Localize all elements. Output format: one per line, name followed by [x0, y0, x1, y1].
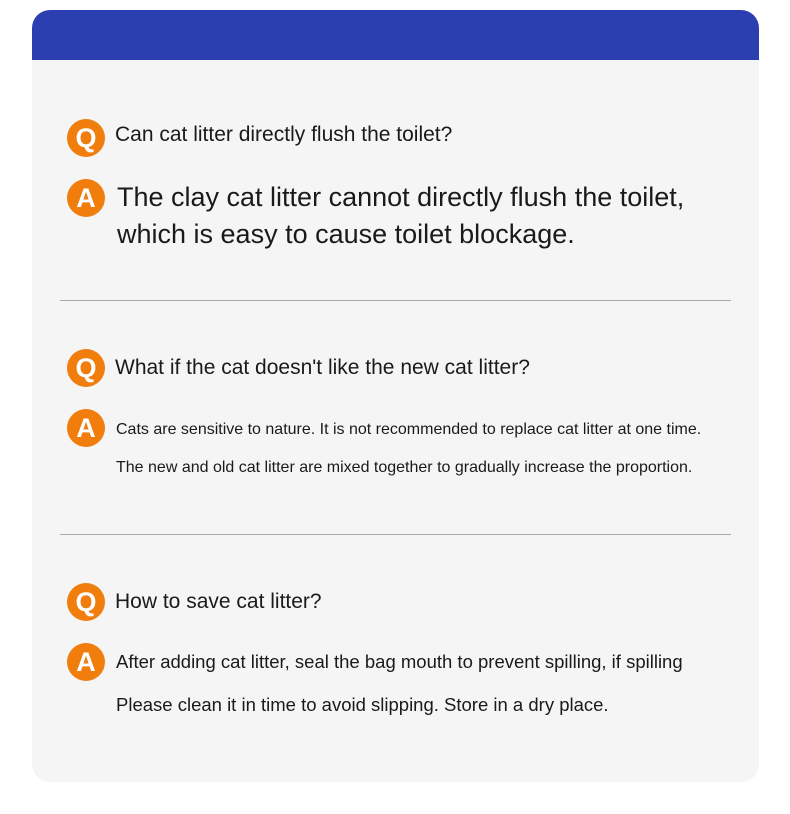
question-badge-icon: Q [67, 349, 105, 387]
faq-answer-2-line-2: The new and old cat litter are mixed together to gradually increase the proportion. [116, 459, 693, 476]
faq-answer-3-line-1: After adding cat litter, seal the bag mouth to prevent spilling, if spilling [116, 651, 683, 672]
faq-answer-1-line-1: The clay cat litter cannot directly flush the toilet, [117, 182, 685, 212]
answer-badge-icon: A [67, 179, 105, 217]
answer-badge-icon: A [67, 643, 105, 681]
faq-question-2: What if the cat doesn't like the new cat litter? [115, 356, 530, 379]
section-divider [60, 300, 731, 301]
faq-answer-3-line-2: Please clean it in time to avoid slipping. Store in a dry place. [116, 694, 609, 715]
answer-badge-icon: A [67, 409, 105, 447]
question-badge-icon: Q [67, 583, 105, 621]
faq-question-3: How to save cat litter? [115, 590, 322, 613]
question-badge-icon: Q [67, 119, 105, 157]
faq-question-1: Can cat litter directly flush the toilet? [115, 123, 453, 146]
faq-answer-2-line-1: Cats are sensitive to nature. It is not recommended to replace cat litter at one time. [116, 421, 702, 438]
faq-answer-1-line-2: which is easy to cause toilet blockage. [117, 219, 575, 249]
card-header-bar [32, 10, 759, 60]
section-divider [60, 534, 731, 535]
faq-card [32, 10, 759, 782]
